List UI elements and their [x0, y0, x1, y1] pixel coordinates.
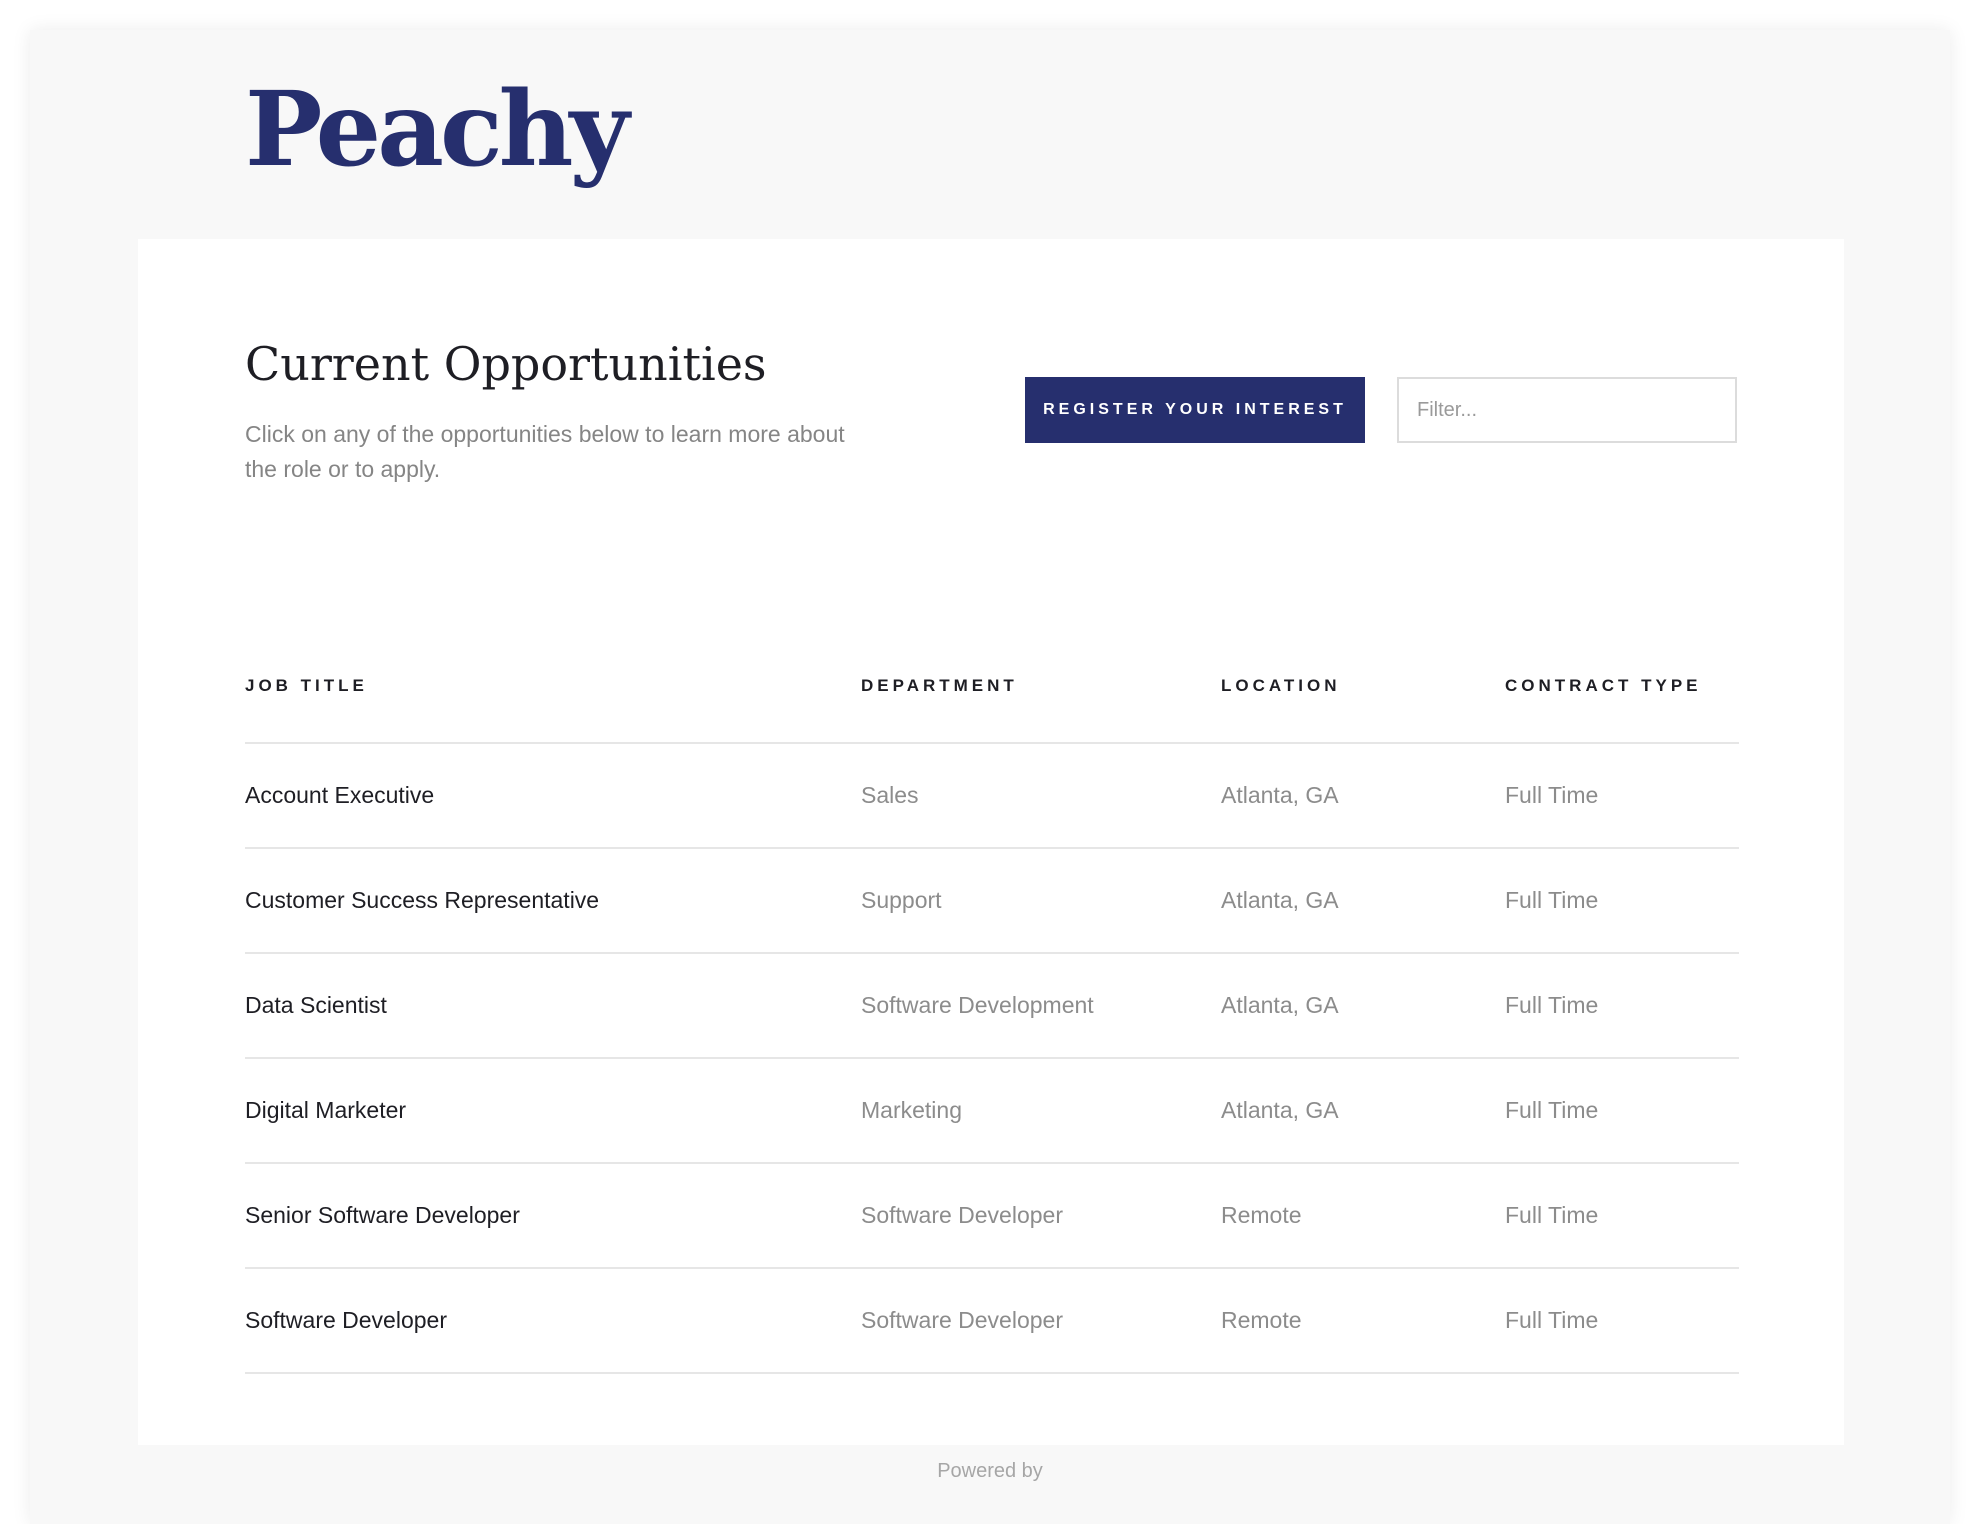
opportunities-card: [138, 239, 1844, 1445]
location-cell: Atlanta, GA: [1221, 1097, 1339, 1123]
table-row[interactable]: [245, 954, 1739, 1059]
job-title-cell[interactable]: Software Developer: [245, 1307, 447, 1333]
table-header: [245, 630, 1739, 744]
page-subtitle: Click on any of the opportunities below to learn more about the role or to apply.: [245, 421, 845, 482]
register-interest-button[interactable]: REGISTER YOUR INTEREST: [1025, 377, 1365, 443]
contract-type-cell: Full Time: [1505, 992, 1599, 1018]
powered-by-footer: Powered by: [937, 1460, 1043, 1482]
page-frame: [30, 30, 1950, 1524]
table-row[interactable]: [245, 1164, 1739, 1269]
location-cell: Remote: [1221, 1202, 1302, 1228]
contract-type-cell: Full Time: [1505, 1307, 1599, 1333]
job-title-cell[interactable]: Digital Marketer: [245, 1097, 407, 1123]
table-row[interactable]: [245, 849, 1739, 954]
department-cell: Marketing: [861, 1097, 962, 1123]
column-header-department: DEPARTMENT: [861, 676, 1018, 695]
column-header-job-title: JOB TITLE: [245, 676, 368, 695]
contract-type-cell: Full Time: [1505, 782, 1599, 808]
table-row[interactable]: [245, 1269, 1739, 1374]
department-cell: Support: [861, 887, 942, 913]
table-row[interactable]: [245, 1059, 1739, 1164]
job-title-cell[interactable]: Customer Success Representative: [245, 887, 600, 913]
column-header-location: LOCATION: [1221, 676, 1341, 695]
job-title-cell[interactable]: Senior Software Developer: [245, 1202, 520, 1228]
job-title-cell[interactable]: Account Executive: [245, 782, 435, 808]
contract-type-cell: Full Time: [1505, 887, 1599, 913]
department-cell: Software Developer: [861, 1202, 1063, 1228]
location-cell: Atlanta, GA: [1221, 782, 1339, 808]
department-cell: Software Development: [861, 992, 1094, 1018]
column-header-contract-type: CONTRACT TYPE: [1505, 676, 1702, 695]
job-title-cell[interactable]: Data Scientist: [245, 992, 387, 1018]
filter-input[interactable]: [1397, 377, 1737, 443]
contract-type-cell: Full Time: [1505, 1202, 1599, 1228]
contract-type-cell: Full Time: [1505, 1097, 1599, 1123]
page-title: Current Opportunities: [245, 337, 767, 391]
brand-logo[interactable]: Peachy: [245, 69, 626, 190]
location-cell: Atlanta, GA: [1221, 887, 1339, 913]
department-cell: Software Developer: [861, 1307, 1063, 1333]
jobs-table: [245, 630, 1739, 1374]
department-cell: Sales: [861, 782, 919, 808]
location-cell: Atlanta, GA: [1221, 992, 1339, 1018]
location-cell: Remote: [1221, 1307, 1302, 1333]
table-row[interactable]: [245, 744, 1739, 849]
